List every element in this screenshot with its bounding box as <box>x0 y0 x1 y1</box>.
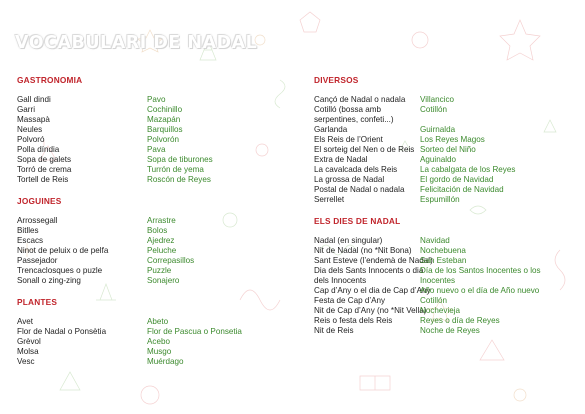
catalan-term: Torró de crema <box>17 165 72 174</box>
spanish-term: Polvorón <box>147 135 179 144</box>
vocab-row <box>17 155 277 165</box>
section-title: ELS DIES DE NADAL <box>314 216 401 226</box>
catalan-term: Serrellet <box>314 195 345 204</box>
catalan-term: La cavalcada dels Reis <box>314 165 398 174</box>
spanish-term: Inocentes <box>420 276 456 285</box>
spanish-term: Ajedrez <box>147 236 175 245</box>
spanish-term: Acebo <box>147 337 170 346</box>
catalan-term: Neules <box>17 125 43 134</box>
spanish-term: Cochinillo <box>147 105 183 114</box>
vocab-list <box>17 216 277 286</box>
catalan-term: Arrossegall <box>17 216 58 225</box>
vocab-row <box>314 145 582 155</box>
vocab-row <box>17 135 277 145</box>
catalan-term: dels Innocents <box>314 276 367 285</box>
catalan-term: El sorteig del Nen o de Reis <box>314 145 415 154</box>
catalan-term: Sonall o zing-zing <box>17 276 81 285</box>
spanish-term: Mazapán <box>147 115 181 124</box>
spanish-term: Cotillón <box>420 296 447 305</box>
vocab-row <box>314 165 582 175</box>
spanish-term: Guirnalda <box>420 125 456 134</box>
spanish-term <box>420 115 582 125</box>
catalan-term: Tortell de Reis <box>17 175 69 184</box>
catalan-term: Avet <box>17 317 34 326</box>
catalan-term: Reis o festa dels Reis <box>314 316 393 325</box>
vocab-row <box>17 266 277 276</box>
spanish-term: Nochevieja <box>420 306 461 315</box>
catalan-term: Cotilló (bossa amb <box>314 105 382 114</box>
vocab-row <box>17 327 277 337</box>
spanish-term: Musgo <box>147 347 172 356</box>
catalan-term: Polla díndia <box>17 145 60 154</box>
vocab-row <box>314 256 582 266</box>
catalan-term: Nit de Cap d’Any (no *Nit Vella) <box>314 306 427 315</box>
catalan-term: Cançó de Nadal o nadala <box>314 95 406 104</box>
vocab-row <box>314 115 582 125</box>
spanish-term: Abeto <box>147 317 169 326</box>
spanish-term: Muérdago <box>147 357 184 366</box>
catalan-term: Nadal (en singular) <box>314 236 383 245</box>
vocab-list <box>314 95 582 205</box>
catalan-term: Molsa <box>17 347 39 356</box>
catalan-term: Ninot de peluix o de pelfa <box>17 246 109 255</box>
vocab-list <box>17 317 277 367</box>
catalan-term: Sopa de galets <box>17 155 72 164</box>
vocab-row <box>17 276 277 286</box>
spanish-term: Villancico <box>420 95 455 104</box>
spanish-term: Espumillón <box>420 195 460 204</box>
spanish-term: Noche de Reyes <box>420 326 480 335</box>
vocab-row <box>314 246 582 256</box>
vocab-row <box>314 175 582 185</box>
catalan-term: Sant Esteve (l’endemà de Nadal) <box>314 256 433 265</box>
spanish-term: Turrón de yema <box>147 165 204 174</box>
spanish-term: Aguinaldo <box>420 155 457 164</box>
section-title: DIVERSOS <box>314 75 359 85</box>
spanish-term: Felicitación de Navidad <box>420 185 504 194</box>
page-title: VOCABULARI DE NADAL <box>15 33 258 53</box>
spanish-term: Bolos <box>147 226 168 235</box>
section-gastronomia <box>17 74 277 185</box>
vocab-row <box>17 175 277 185</box>
catalan-term: Postal de Nadal o nadala <box>314 185 405 194</box>
vocab-row <box>314 195 582 205</box>
vocab-row <box>314 306 582 316</box>
catalan-term: Polvoró <box>17 135 45 144</box>
vocab-row <box>314 266 582 276</box>
catalan-term: Extra de Nadal <box>314 155 368 164</box>
section-title: JOGUINES <box>17 196 62 206</box>
section-title: PLANTES <box>17 297 58 307</box>
vocab-row <box>17 145 277 155</box>
catalan-term: Nit de Reis <box>314 326 354 335</box>
vocab-row <box>314 105 582 115</box>
catalan-term: Els Reis de l’Orient <box>314 135 383 144</box>
vocab-row <box>17 317 277 327</box>
catalan-term: Escacs <box>17 236 44 245</box>
right-column <box>314 74 582 346</box>
spanish-term: Pavo <box>147 95 166 104</box>
vocab-row <box>17 216 277 226</box>
spanish-term: Sopa de tiburones <box>147 155 213 164</box>
spanish-term: Sorteo del Niño <box>420 145 476 154</box>
catalan-term: Passejador <box>17 256 58 265</box>
spanish-term: Navidad <box>420 236 450 245</box>
left-column <box>17 74 277 377</box>
vocab-row <box>17 256 277 266</box>
catalan-term: Garri <box>17 105 35 114</box>
catalan-term: La grossa de Nadal <box>314 175 385 184</box>
vocab-row <box>314 95 582 105</box>
vocab-row <box>17 226 277 236</box>
spanish-term: Día de los Santos Inocentes o los <box>420 266 541 275</box>
vocab-list <box>17 95 277 185</box>
catalan-term: Flor de Nadal o Ponsètia <box>17 327 107 336</box>
spanish-term: San Esteban <box>420 256 467 265</box>
vocab-row <box>17 246 277 256</box>
vocab-row <box>314 155 582 165</box>
vocab-row <box>17 236 277 246</box>
section-diversos <box>314 74 582 205</box>
catalan-term: Vesc <box>17 357 35 366</box>
catalan-term: Grèvol <box>17 337 41 346</box>
spanish-term: Pava <box>147 145 166 154</box>
vocab-row <box>17 357 277 367</box>
spanish-term: Roscón de Reyes <box>147 175 211 184</box>
vocab-row <box>314 236 582 246</box>
spanish-term: Puzzle <box>147 266 172 275</box>
spanish-term: La cabalgata de los Reyes <box>420 165 516 174</box>
section-joguines <box>17 195 277 286</box>
spanish-term: Reyes o día de Reyes <box>420 316 500 325</box>
catalan-term: Garlanda <box>314 125 348 134</box>
vocab-row <box>314 286 582 296</box>
spanish-term: Flor de Pascua o Ponsetia <box>147 327 242 336</box>
vocab-row <box>17 105 277 115</box>
catalan-term: Festa de Cap d’Any <box>314 296 386 305</box>
vocab-row <box>314 296 582 306</box>
section-dies-de-nadal <box>314 215 582 336</box>
vocab-row <box>17 125 277 135</box>
spanish-term: Peluche <box>147 246 177 255</box>
vocab-row <box>314 326 582 336</box>
spanish-term: Arrastre <box>147 216 176 225</box>
vocab-row <box>17 165 277 175</box>
catalan-term: Massapà <box>17 115 50 124</box>
vocab-row <box>314 125 582 135</box>
vocab-row <box>17 95 277 105</box>
spanish-term: El gordo de Navidad <box>420 175 494 184</box>
spanish-term: Nochebuena <box>420 246 466 255</box>
spanish-term: Cotillón <box>420 105 447 114</box>
catalan-term: Gall dindi <box>17 95 51 104</box>
spanish-term: Año nuevo o el día de Año nuevo <box>420 286 540 295</box>
catalan-term: Dia dels Sants Innocents o dia <box>314 266 424 275</box>
vocab-row <box>314 316 582 326</box>
section-plantes <box>17 296 277 367</box>
vocab-row <box>17 115 277 125</box>
catalan-term: serpentines, confeti...) <box>314 115 394 124</box>
vocab-row <box>17 337 277 347</box>
vocab-row <box>17 347 277 357</box>
catalan-term: Nit de Nadal (no *Nit Bona) <box>314 246 412 255</box>
spanish-term: Los Reyes Magos <box>420 135 485 144</box>
vocab-row <box>314 135 582 145</box>
vocab-row <box>314 276 582 286</box>
spanish-term: Sonajero <box>147 276 180 285</box>
vocab-list <box>314 236 582 336</box>
spanish-term: Barquillos <box>147 125 183 134</box>
catalan-term: Cap d’Any o el dia de Cap d’Any <box>314 286 431 295</box>
catalan-term: Trencaclosques o puzle <box>17 266 103 275</box>
catalan-term: Bitlles <box>17 226 39 235</box>
spanish-term: Correpasillos <box>147 256 195 265</box>
vocab-row <box>314 185 582 195</box>
section-title: GASTRONOMIA <box>17 75 83 85</box>
